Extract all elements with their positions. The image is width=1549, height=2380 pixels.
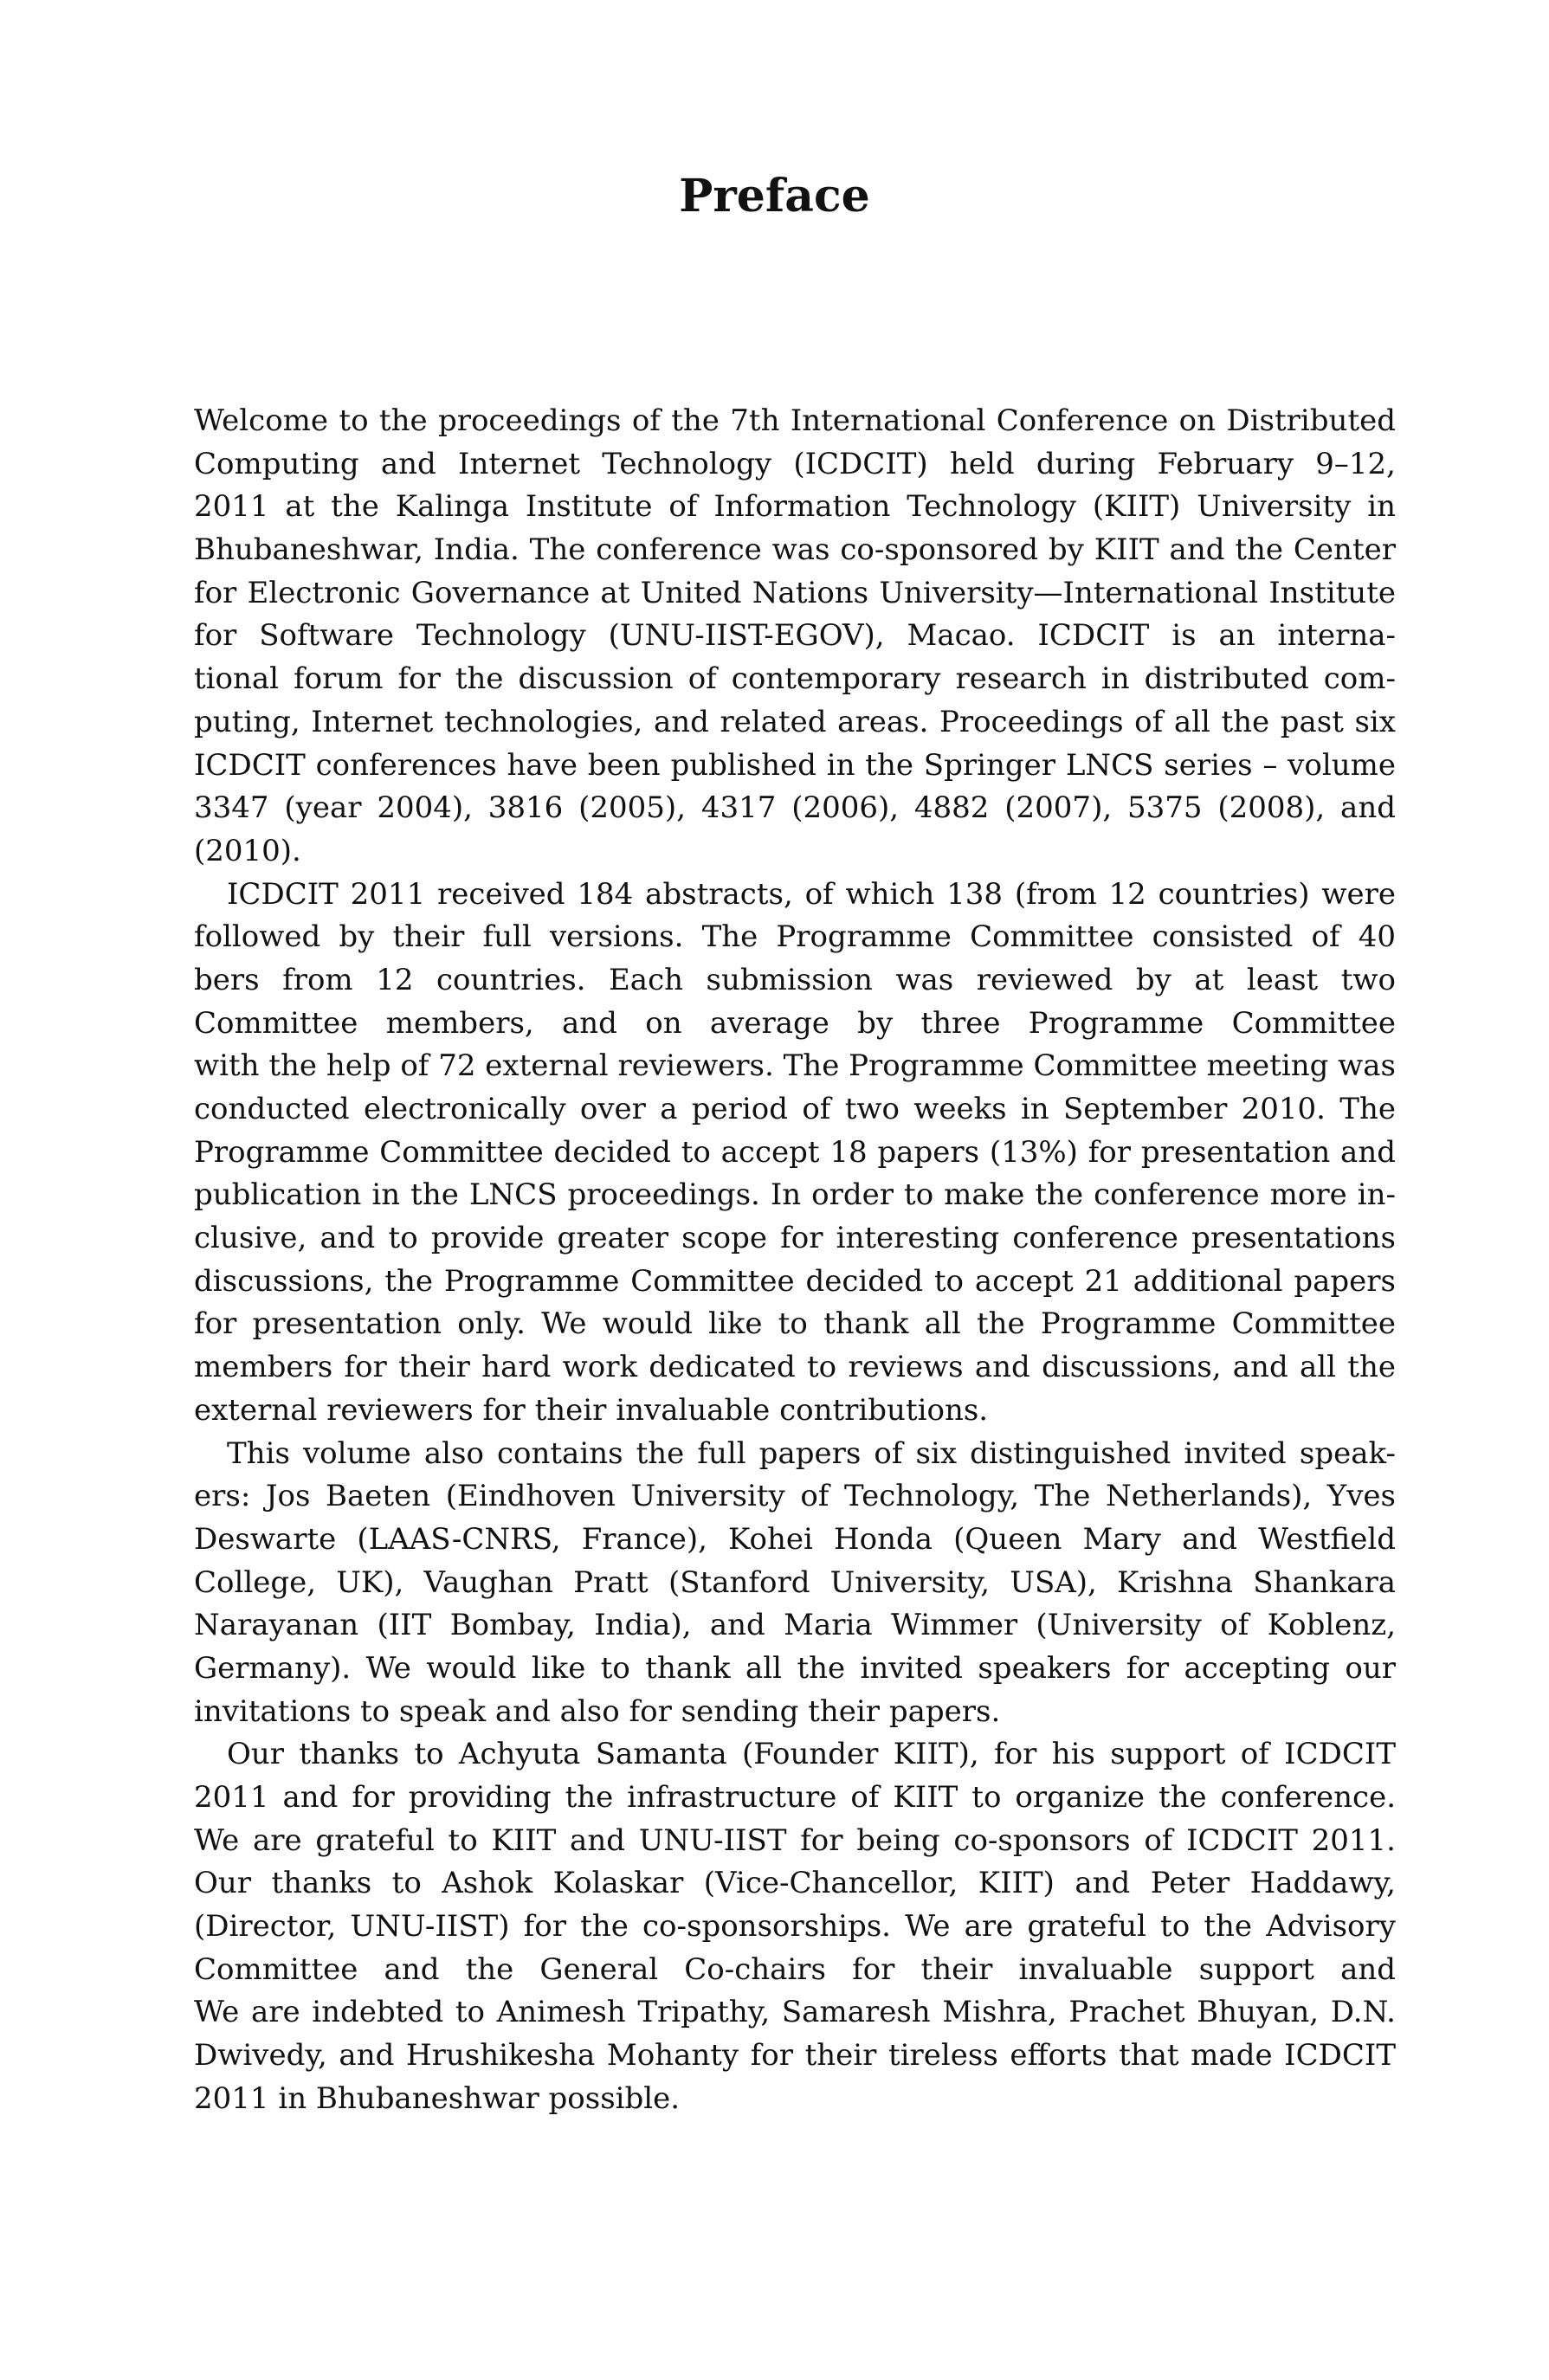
text-line: Dwivedy, and Hrushikesha Mohanty for their tireless efforts that made ICDCIT (194, 2038, 1396, 2074)
text-line: members for their hard work dedicated to reviews and discussions, and all the (194, 1350, 1396, 1385)
text-line: College, UK), Vaughan Pratt (Stanford University, USA), Krishna Shankara (194, 1564, 1396, 1600)
text-line: Our thanks to Achyuta Samanta (Founder KIIT), for his support of ICDCIT (227, 1737, 1396, 1772)
text-line: with the help of 72 external reviewers. The Programme Committee meeting was (194, 1048, 1396, 1084)
text-line: Bhubaneshwar, India. The conference was co-sponsored by KIIT and the Center (194, 532, 1396, 568)
text-line: Germany). We would like to thank all the invited speakers for accepting our (194, 1650, 1396, 1686)
text-line: 2011 at the Kalinga Institute of Information Technology (KIIT) University in (194, 489, 1396, 525)
text-line: 2011 in Bhubaneshwar possible. (194, 2080, 681, 2116)
preface-body (194, 400, 1396, 2121)
text-line: Narayanan (IIT Bombay, India), and Maria Wimmer (University of Koblenz, (194, 1608, 1396, 1643)
text-line: for presentation only. We would like to thank all the Programme Committee (194, 1306, 1396, 1342)
paragraph (194, 1733, 1396, 2120)
text-line: Programme Committee decided to accept 18 papers (13%) for presentation and (194, 1134, 1396, 1170)
text-line: Our thanks to Ashok Kolaskar (Vice-Chancellor, KIIT) and Peter Haddawy, (194, 1866, 1396, 1901)
text-line: Computing and Internet Technology (ICDCIT) held during February 9–12, (194, 446, 1396, 481)
text-line: tional forum for the discussion of contemporary research in distributed com- (194, 661, 1396, 697)
text-line: Deswarte (LAAS-CNRS, France), Kohei Honda (Queen Mary and Westfield (194, 1521, 1396, 1557)
text-line: We are grateful to KIIT and UNU-IIST for being co-sponsors of ICDCIT 2011. (194, 1822, 1396, 1858)
text-line: ICDCIT conferences have been published in the Springer LNCS series – volume (194, 747, 1396, 783)
text-line: invitations to speak and also for sending their papers. (194, 1693, 1001, 1729)
text-line: conducted electronically over a period of two weeks in September 2010. The (194, 1092, 1396, 1126)
text-line: external reviewers for their invaluable contributions. (194, 1392, 989, 1428)
text-line: ICDCIT 2011 received 184 abstracts, of which 138 (from 12 countries) were (227, 876, 1396, 912)
text-line: clusive, and to provide greater scope for interesting conference presentations (194, 1221, 1396, 1256)
text-line: 3347 (year 2004), 3816 (2005), 4317 (2006), 4882 (2007), 5375 (2008), and (194, 790, 1396, 826)
text-line: This volume also contains the full papers of six distinguished invited speak- (227, 1435, 1396, 1471)
text-line: publication in the LNCS proceedings. In order to make the conference more in- (194, 1177, 1396, 1213)
text-line: bers from 12 countries. Each submission was reviewed by at least two (194, 962, 1396, 997)
text-line: (Director, UNU-IIST) for the co-sponsorships. We are grateful to the Advisory (194, 1909, 1396, 1945)
text-line: We are indebted to Animesh Tripathy, Samaresh Mishra, Prachet Bhuyan, D.N. (194, 1995, 1396, 2030)
paragraph (194, 1433, 1396, 1734)
text-line: ers: Jos Baeten (Eindhoven University of Technology, The Netherlands), Yves (194, 1479, 1396, 1514)
text-line: puting, Internet technologies, and related areas. Proceedings of all the past six (194, 704, 1396, 739)
page-title: Preface (679, 170, 870, 223)
text-line: Committee and the General Co-chairs for their invaluable support and (194, 1951, 1396, 1987)
text-line: Welcome to the proceedings of the 7th International Conference on Distributed (194, 403, 1396, 438)
text-line: (2010). (194, 833, 301, 868)
text-line: for Electronic Governance at United Nations University—International Institute (194, 575, 1396, 610)
text-line: Committee members, and on average by three Programme Committee (194, 1005, 1396, 1041)
text-line: followed by their full versions. The Programme Committee consisted of 40 (194, 919, 1396, 955)
text-line: discussions, the Programme Committee decided to accept 21 additional papers (194, 1263, 1396, 1299)
paragraph (194, 874, 1396, 1433)
text-line: 2011 and for providing the infrastructure of KIIT to organize the conference. (194, 1780, 1396, 1815)
paragraph (194, 400, 1396, 874)
text-line: for Software Technology (UNU-IIST-EGOV), Macao. ICDCIT is an interna- (194, 618, 1396, 654)
